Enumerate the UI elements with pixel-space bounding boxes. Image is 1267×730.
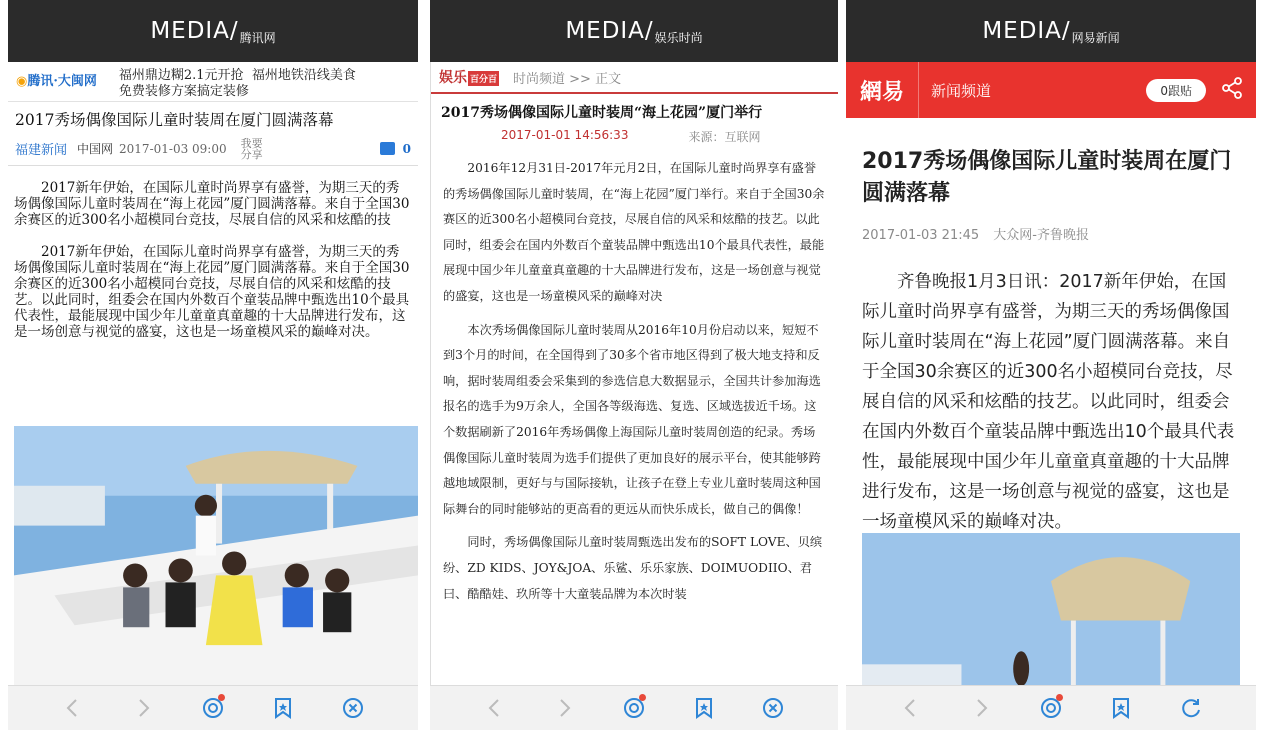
share-icon[interactable] xyxy=(1220,76,1244,104)
media-header xyxy=(846,0,1256,62)
breadcrumb[interactable]: 时尚频道 >> 正文 xyxy=(513,71,622,87)
article-source: 来源：互联网 xyxy=(688,130,761,144)
phone-netease xyxy=(846,0,1256,730)
article-body xyxy=(8,166,418,340)
channel-link[interactable]: 福建新闻 xyxy=(15,143,68,158)
paragraph: 本次秀场偶像国际儿童时装周从2016年10月份启动以来，短短不到3个月的时间，在全国得到了30多个省市地区得到了极大地支持和反响，据时装周组委会采集到的参选信息大数据显示，全国共计参加海选报名的选手为9万余人，全国各等级海选、复选、区域选拔近千场。这个数据刷新了2016年秀场偶像上海国际儿童时装周创造的纪录。秀场偶像国际儿童时装周为选手们提供了更加良好的展示平台，使其能够跨越地域限制，更好与与国际接轨，让孩子在登上专业儿童时装周这种国际舞台的同时能够站的更高看的更远从而快乐成长，做自己的偶像！ xyxy=(443,322,821,516)
ad-link[interactable]: 免费装修方案搞定装修 xyxy=(118,84,249,99)
browser-toolbar xyxy=(8,685,418,730)
search-icon[interactable] xyxy=(1037,694,1065,722)
article-source: 中国网 xyxy=(77,142,114,156)
paragraph: 2016年12月31日-2017年元月2日，在国际儿童时尚界享有盛誉的秀场偶像国际儿童时装周，在“海上花园”厦门举行。来自于全国30余赛区的近300名小超模同台竞技，尽展自信的风采和炫酷的技艺。以此同时，组委会在国内外数百个童装品牌中甄选出10个最具代表性，最能展现中国少年儿童童真童趣的十大品牌进行发布，这是一场创意与视觉的盛宴，这也是一场童模风采的巅峰对决 xyxy=(443,161,825,303)
site-header xyxy=(8,62,418,102)
media-label: MEDIA/ xyxy=(982,18,1071,44)
article-datetime: 2017-01-03 21:45 xyxy=(862,228,980,243)
paragraph: 2017新年伊始，在国际儿童时尚界享有盛誉，为期三天的秀场偶像国际儿童时装周在“海上花园”厦门圆满落幕。来自于全国30余赛区的近300名小超模同台竞技，尽展自信的风采和炫酷的技艺。以此同时，组委会在国内外数百个童装品牌中甄选出10个最具代表性，最能展现中国少年儿童童真童趣的十大品牌进行发布，这是一场创意与视觉的盛宴，这也是一场童模风采的巅峰对决。 xyxy=(14,244,410,340)
site-header xyxy=(846,62,1256,118)
article-body xyxy=(846,243,1256,537)
paragraph: 同时，秀场偶像国际儿童时装周甄选出发布的SOFT LOVE、贝缤纷、ZD KIDS、JOY&JOA、乐鲨、乐乐家族、DOIMUODIIO、君曰、酷酷娃、玖所等十大童装品牌为本次时装 xyxy=(443,535,823,601)
media-header xyxy=(430,0,838,62)
comment-count-button[interactable]: 0 xyxy=(380,142,411,156)
qq-logo-icon: ◉ xyxy=(16,74,28,89)
follow-post-button[interactable]: 0跟贴 xyxy=(1146,79,1206,102)
ad-links xyxy=(119,68,356,100)
media-outlet-name: 腾讯网 xyxy=(239,30,276,45)
ad-link[interactable]: 福州地铁沿线美食 xyxy=(251,68,356,83)
media-label: MEDIA/ xyxy=(565,18,654,44)
article-meta xyxy=(431,122,838,146)
site-logo[interactable]: 網易 xyxy=(860,62,919,118)
bookmark-icon[interactable] xyxy=(1107,694,1135,722)
article-title: 2017秀场偶像国际儿童时装周“海上花园”厦门举行 xyxy=(441,105,763,121)
forward-icon[interactable] xyxy=(967,694,995,722)
article-meta xyxy=(846,210,1256,243)
media-outlet-name: 娱乐时尚 xyxy=(654,30,703,45)
media-outlet-name: 网易新闻 xyxy=(1071,30,1120,45)
browser-toolbar xyxy=(430,685,838,730)
comment-icon xyxy=(380,142,395,155)
refresh-icon[interactable] xyxy=(1177,694,1205,722)
back-icon[interactable] xyxy=(481,694,509,722)
yacht-children-photo-icon xyxy=(14,426,418,685)
notification-dot xyxy=(639,694,646,701)
share-link[interactable]: 我要分享 xyxy=(240,136,263,161)
close-icon[interactable] xyxy=(759,694,787,722)
article-title: 2017秀场偶像国际儿童时装周在厦门圆满落幕 xyxy=(15,111,334,129)
ad-link[interactable]: 福州鼎边糊2.1元开抢 xyxy=(118,68,244,83)
search-icon[interactable] xyxy=(620,694,648,722)
site-header xyxy=(431,62,838,94)
media-label: MEDIA/ xyxy=(150,18,239,44)
bookmark-icon[interactable] xyxy=(269,694,297,722)
article-datetime: 2017-01-01 14:56:33 xyxy=(501,128,629,142)
article-screen xyxy=(8,62,418,685)
site-logo[interactable]: ◉腾讯·大闽网 xyxy=(16,74,97,89)
back-icon[interactable] xyxy=(897,694,925,722)
article-screen xyxy=(430,62,838,685)
article-title: 2017秀场偶像国际儿童时装周在厦门圆满落幕 xyxy=(862,149,1232,206)
article-datetime: 2017-01-03 09:00 xyxy=(119,141,227,156)
notification-dot xyxy=(1056,694,1063,701)
article-source: 大众网-齐鲁晚报 xyxy=(993,228,1089,243)
browser-toolbar xyxy=(846,685,1256,730)
channel-link[interactable]: 新闻频道 xyxy=(931,81,992,100)
article-photo xyxy=(14,426,418,685)
bookmark-icon[interactable] xyxy=(690,694,718,722)
site-logo[interactable]: 娱乐 百分百 xyxy=(439,70,498,86)
search-icon[interactable] xyxy=(199,694,227,722)
forward-icon[interactable] xyxy=(550,694,578,722)
close-icon[interactable] xyxy=(339,694,367,722)
back-icon[interactable] xyxy=(59,694,87,722)
phone-entertainment xyxy=(430,0,838,730)
notification-dot xyxy=(218,694,225,701)
article-meta xyxy=(8,132,418,166)
media-header xyxy=(8,0,418,62)
phone-tencent xyxy=(8,0,418,730)
forward-icon[interactable] xyxy=(129,694,157,722)
paragraph: 2017新年伊始，在国际儿童时尚界享有盛誉，为期三天的秀场偶像国际儿童时装周在“海上花园”厦门圆满落幕。来自于全国30余赛区的近300名小超模同台竞技，尽展自信的风采和炫酷的技 xyxy=(14,180,410,228)
paragraph: 齐鲁晚报1月3日讯：2017新年伊始，在国际儿童时尚界享有盛誉，为期三天的秀场偶像国际儿童时装周在“海上花园”厦门圆满落幕。来自于全国30余赛区的近300名小超模同台竞技，尽展自信的风采和炫酷的技艺。以此同时，组委会在国内外数百个童装品牌中甄选出10个最具代表性，最能展现中国少年儿童童真童趣的十大品牌进行发布，这是一场创意与视觉的盛宴，这也是一场童模风采的巅峰对决。 xyxy=(862,272,1235,532)
article-body xyxy=(431,146,838,607)
